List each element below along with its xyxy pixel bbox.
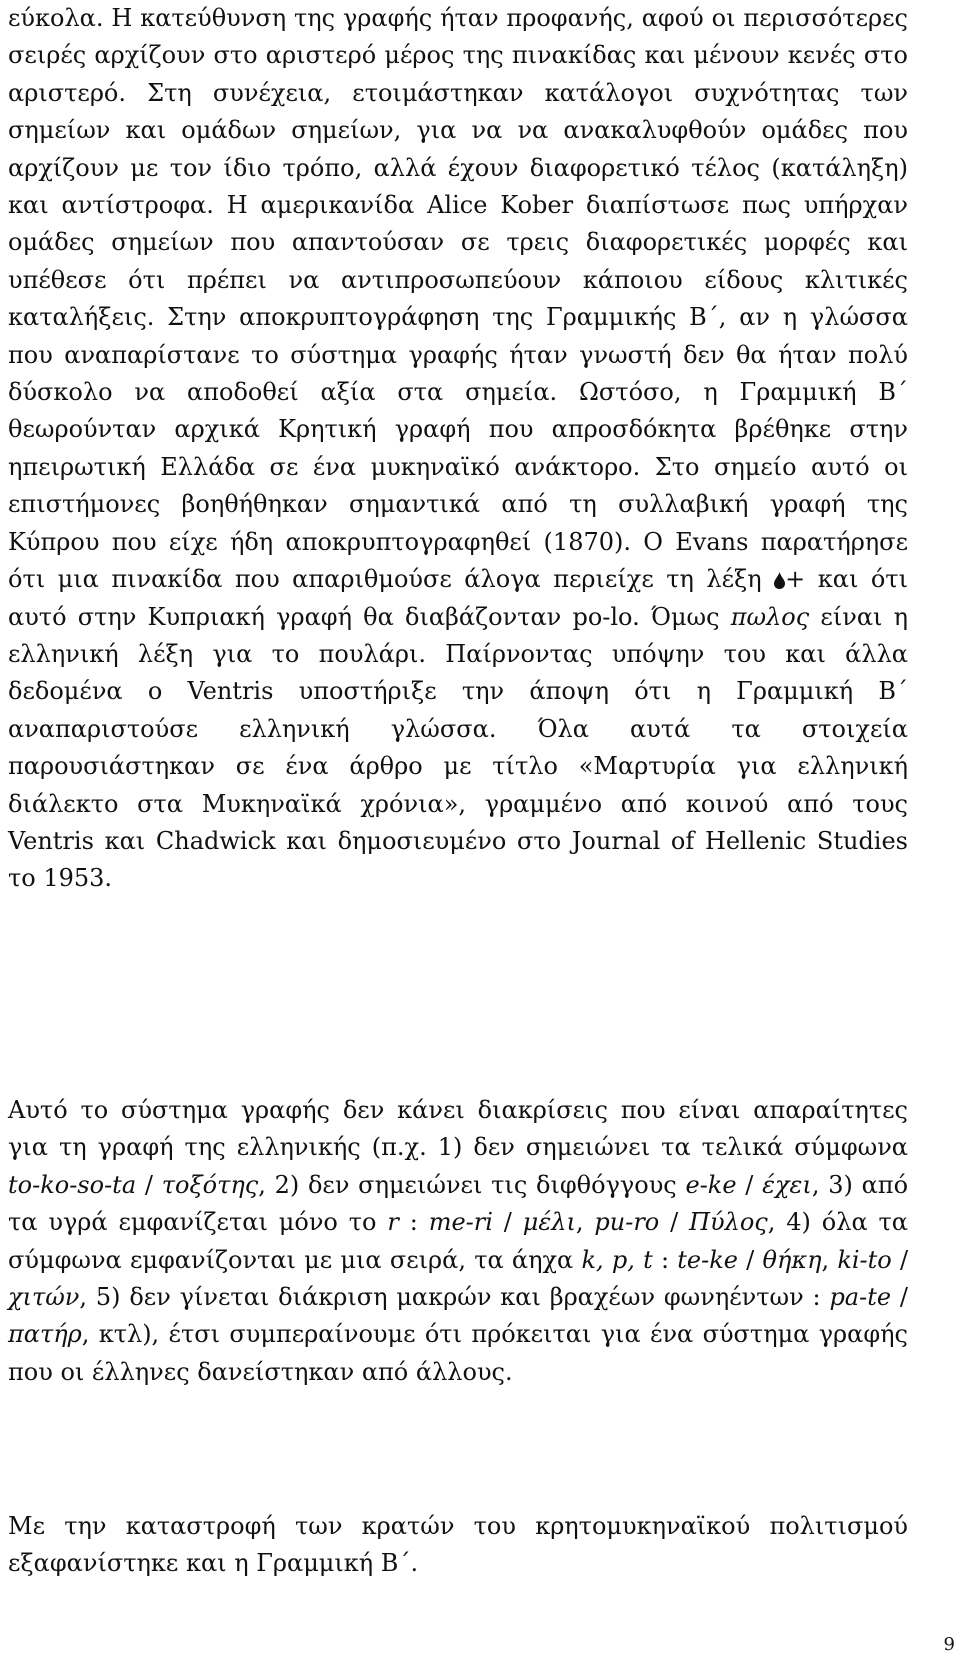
p2-example: θήκη (762, 1245, 822, 1274)
p2-example: k, p, t (581, 1245, 653, 1274)
p2-text: / (736, 1170, 763, 1199)
p2-example: r (387, 1208, 399, 1237)
paragraph-writing-system (8, 1092, 908, 1391)
paragraph-1-italic-polos: πωλος (730, 602, 810, 631)
p2-example: pa-te (829, 1283, 892, 1312)
paragraph-decipherment (8, 0, 908, 898)
p2-example: τοξότης (161, 1170, 259, 1199)
p2-text: / (136, 1170, 162, 1199)
p2-text: , 5) δεν γίνεται διάκριση μακρών και βραχέων φωνηέντων : (79, 1283, 830, 1312)
paragraph-1-text-a: εύκολα. Η κατεύθυνση της γραφής ήταν προφανής, αφού οι περισσότερες σειρές αρχίζουν στο αριστερό μέρος της πινακίδας και μένουν κενές στο αριστερό. Στη συνέχεια, ετοιμάστηκαν κατάλογοι συχνότητας των σημείων και ομάδων σημείων, για να να ανακαλυφθούν ομάδες που αρχίζουν με τον ίδιο τρόπο, αλλά έχουν διαφορετικό τέλος (κατάληξη) και αντίστροφα. Η αμερικανίδα Alice Kober διαπίστωσε πως υπήρχαν ομάδες σημείων που απαντούσαν σε τρεις διαφορετικές μορφές και υπέθεσε ότι πρέπει να αντιπροσωπεύουν κάποιου είδους κλιτικές καταλήξεις. Στην αποκρυπτογράφηση της Γραμμικής Β΄, αν η γλώσσα που αναπαρίστανε το σύστημα γραφής ήταν γνωστή δεν θα ήταν πολύ δύσκολο να αποδοθεί αξία στα σημεία. Ωστόσο, η Γραμμική Β΄ θεωρούνταν αρχικά Κρητική γραφή που απροσδόκητα βρέθηκε στην ηπειρωτική Ελλάδα σε ένα μυκηναϊκό ανάκτορο. Στο σημείο αυτό οι επιστήμονες βοηθήθηκαν σημαντικά από τη συλλαβική γραφή της Κύπρου που είχε ήδη αποκρυπτογραφηθεί (1870). Ο Evans παρατήρησε ότι μια πινακίδα που απαριθμούσε άλογα περιείχε τη λέξη (8, 4, 908, 594)
p2-example: μέλι (522, 1208, 576, 1237)
page-number: 9 (943, 1634, 955, 1655)
paragraph-conclusion: Με την καταστροφή των κρατών του κρητομυκηναϊκού πολιτισμού εξαφανίστηκε και η Γραμμική Β΄. (8, 1512, 908, 1578)
p2-example: Πύλος (689, 1208, 768, 1237)
p2-text: , 2) δεν σημειώνει τις διφθόγγους (258, 1170, 686, 1199)
p2-example: χιτών (8, 1283, 80, 1312)
p2-text: , (821, 1245, 838, 1274)
linear-b-syllabogram-po-icon (774, 563, 785, 580)
p2-text: : (398, 1208, 429, 1237)
p2-text: / (891, 1283, 909, 1312)
p2-example: έχει (762, 1170, 812, 1199)
paragraph-1-symbol-suffix: + (785, 565, 806, 594)
p2-example: πατήρ (8, 1320, 82, 1349)
p2-text: , (575, 1208, 595, 1237)
p2-text: / (891, 1245, 909, 1274)
p2-example: to-ko-so-ta (8, 1170, 137, 1199)
paragraph-1-text-c: είναι η ελληνική λέξη για το πουλάρι. Παίρνοντας υπόψην του και άλλα δεδομένα ο Ventris υποστήριξε την άποψη ότι η Γραμμική Β΄ αναπαριστούσε ελληνική γλώσσα. Όλα αυτά τα στοιχεία παρουσιάστηκαν σε ένα άρθρο με τίτλο «Μαρτυρία για ελληνική διάλεκτο στα Μυκηναϊκά χρόνια», γραμμένο από κοινού από τους Ventris και Chadwick και δημοσιευμένο στο Journal of Hellenic Studies το 1953. (8, 602, 909, 893)
p2-text: / (659, 1208, 690, 1237)
p2-text: / (737, 1245, 763, 1274)
p2-example: pu-ro (594, 1208, 660, 1237)
p2-text: , 4) όλα τα σύμφωνα εμφανίζονται με μια σειρά, τα άηχα (8, 1208, 909, 1274)
p2-text: : (652, 1245, 678, 1274)
p2-example: e-ke (685, 1170, 737, 1199)
paragraph-1-text-b: και ότι αυτό στην Κυπριακή γραφή θα διαβάζονταν po-lo. Όμως (8, 565, 908, 631)
p2-example: ki-to (837, 1245, 892, 1274)
p2-example: me-ri (428, 1208, 493, 1237)
p2-text: Αυτό το σύστημα γραφής δεν κάνει διακρίσεις που είναι απαραίτητες για τη γραφή της ελληνικής (π.χ. 1) δεν σημειώνει τα τελικά σύμφωνα (8, 1096, 908, 1162)
p2-example: te-ke (677, 1245, 738, 1274)
p2-text: , κτλ), έτσι συμπεραίνουμε ότι πρόκειται για ένα σύστημα γραφής που οι έλληνες δανείστηκαν από άλλους. (8, 1320, 908, 1386)
p2-text: , 3) από τα υγρά εμφανίζεται μόνο το (8, 1170, 909, 1237)
p2-text: / (492, 1208, 523, 1237)
